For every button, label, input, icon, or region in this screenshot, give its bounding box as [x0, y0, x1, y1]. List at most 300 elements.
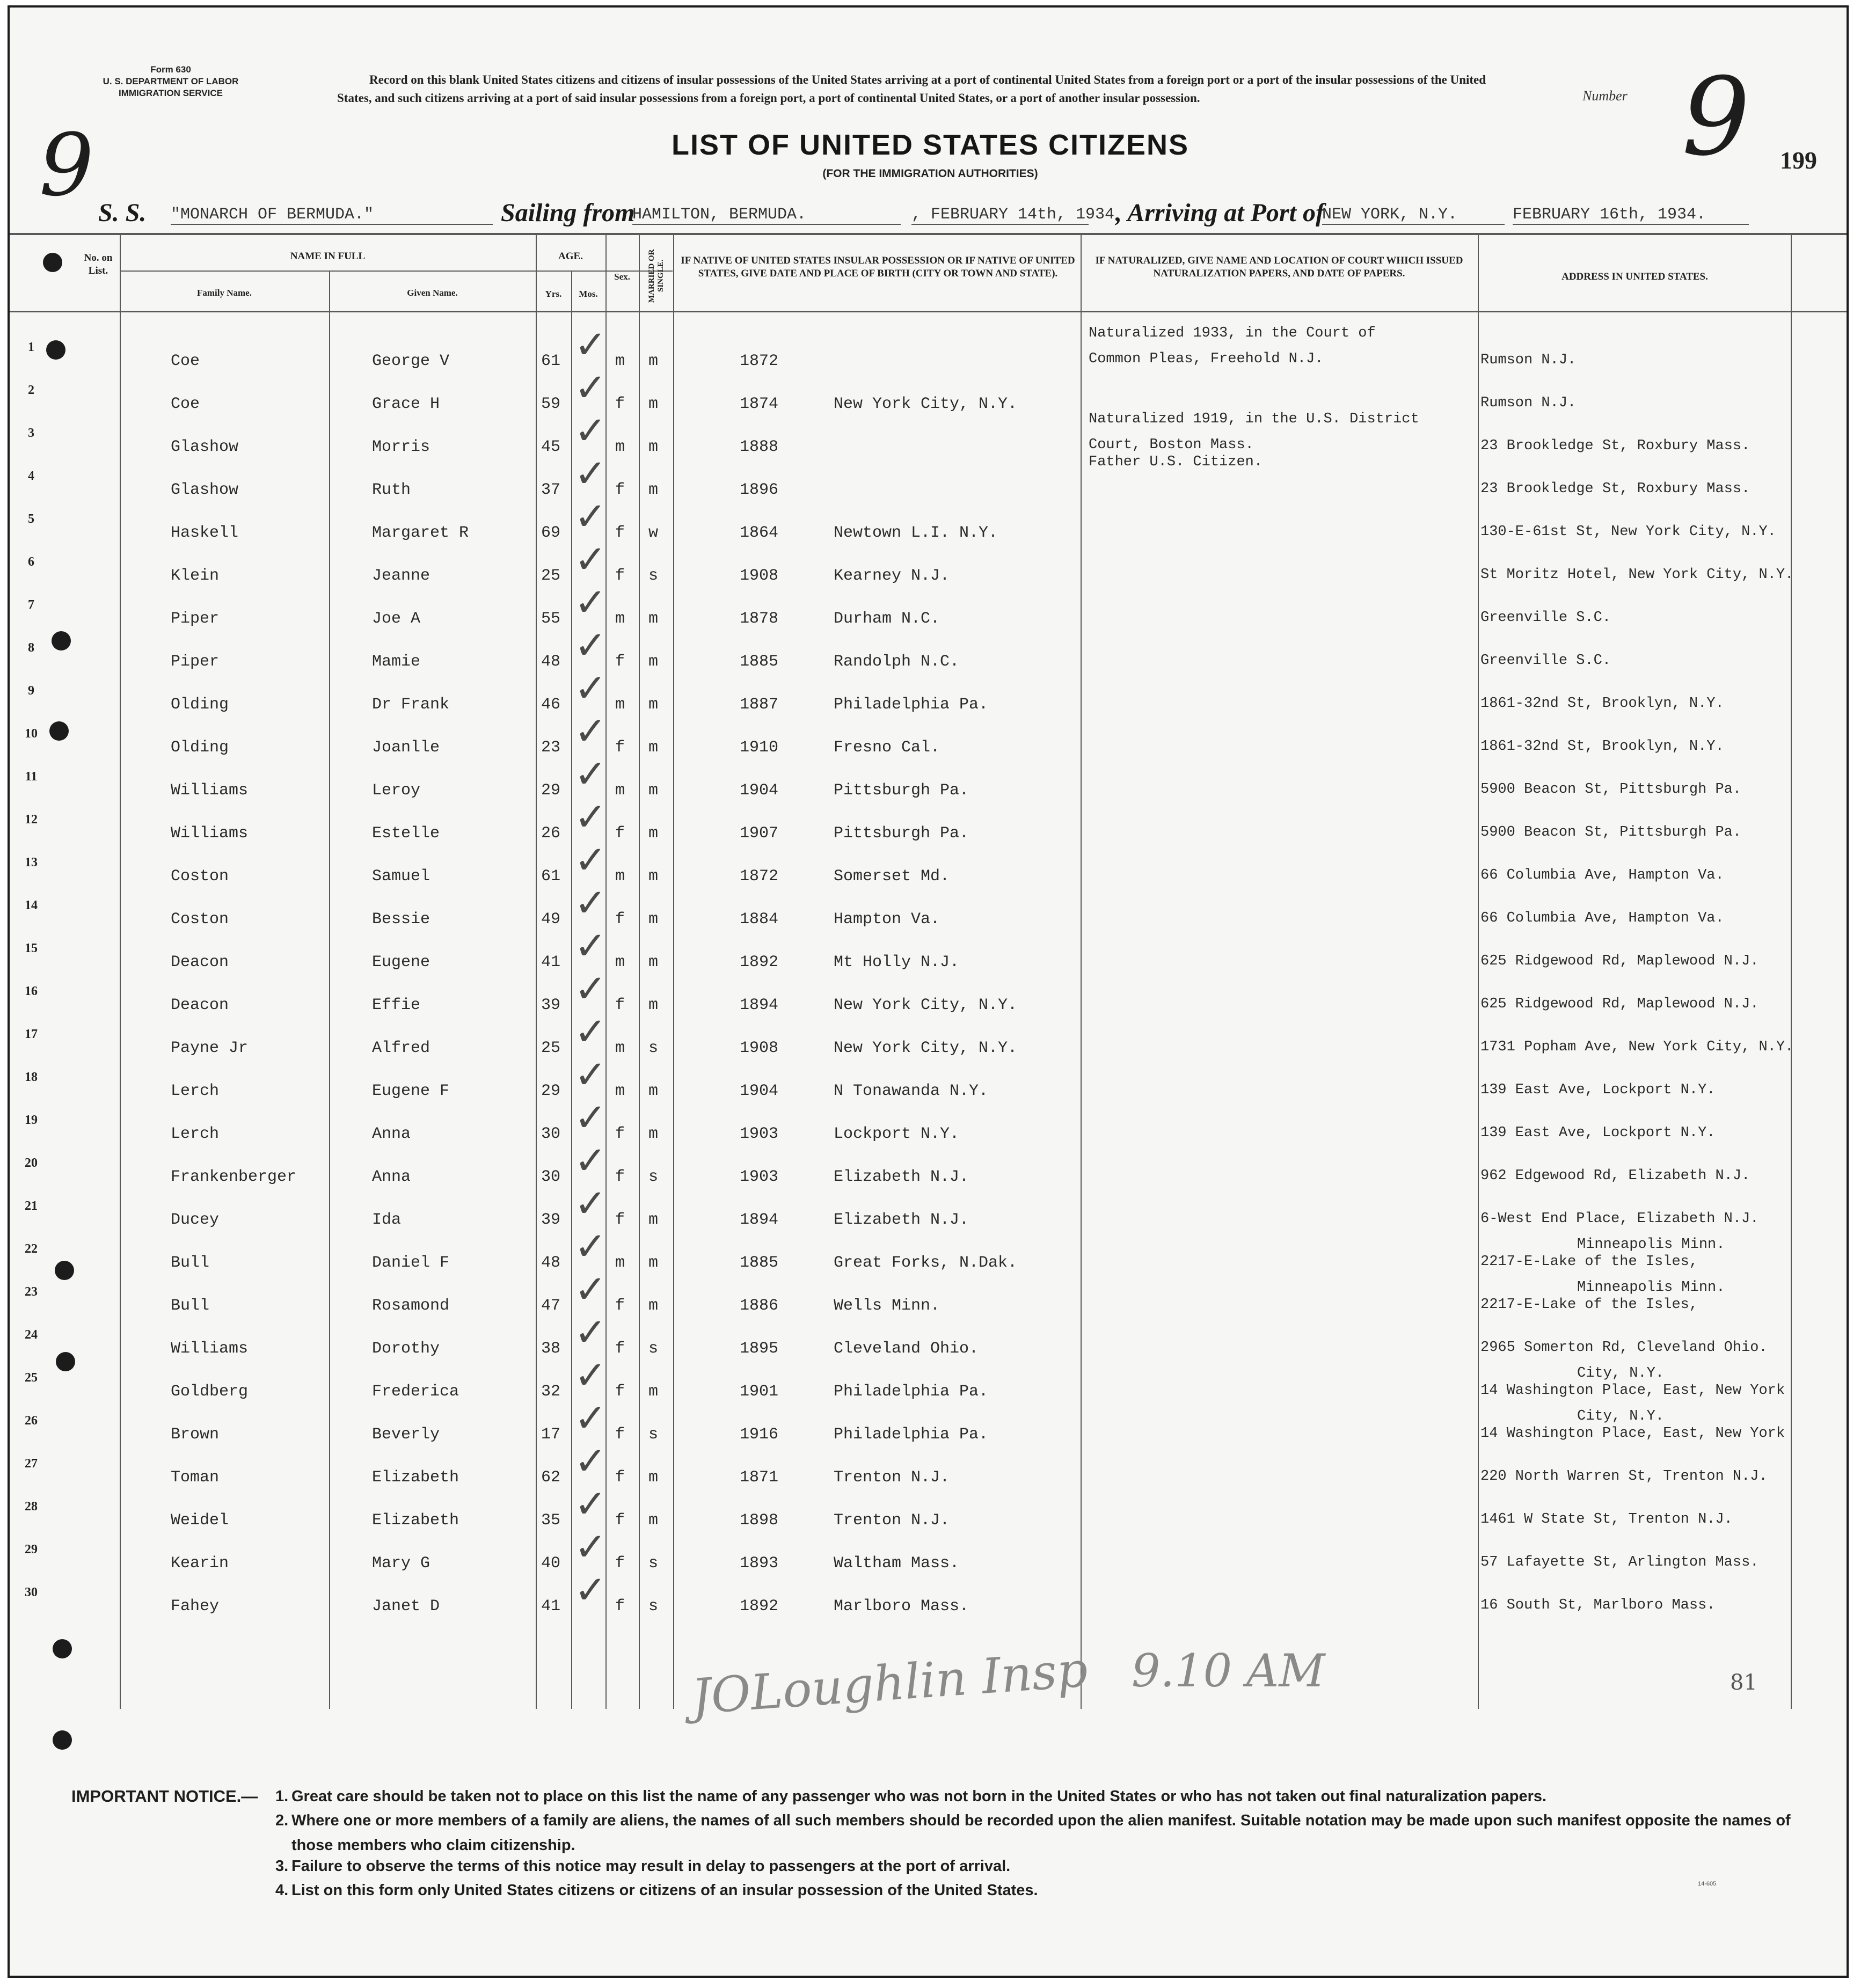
birth-year: 1872 [740, 352, 779, 370]
age-years: 61 [541, 867, 561, 886]
address: 16 South St, Marlboro Mass. [1480, 1597, 1716, 1613]
row-number: 16 [25, 984, 38, 998]
birth-place: Elizabeth N.J. [834, 1211, 969, 1229]
marital-status: m [648, 352, 659, 370]
family-name: Bull [171, 1297, 210, 1315]
sex: m [615, 610, 625, 628]
birth-year: 1878 [740, 610, 779, 628]
age-years: 62 [541, 1468, 561, 1487]
checkmark-icon: ✓ [574, 1052, 607, 1097]
age-years: 30 [541, 1168, 561, 1186]
notice-number: 3. [275, 1858, 289, 1875]
notice-item-3 [275, 1854, 1794, 1879]
checkmark-icon: ✓ [574, 1095, 607, 1140]
ship-name: "MONARCH OF BERMUDA." [171, 206, 493, 225]
birth-place: New York City, N.Y. [834, 1039, 1018, 1057]
marital-status: s [648, 1168, 659, 1186]
row-number: 23 [25, 1285, 38, 1299]
given-name: Elizabeth [372, 1468, 459, 1487]
row-number: 18 [25, 1070, 38, 1084]
table-row [10, 1199, 1851, 1241]
col-place-of-birth: IF NATIVE OF UNITED STATES INSULAR POSSESSION OR IF NATIVE OF UNITED STATES, GIVE DATE AND PLACE OF BIRTH (CITY OR TOWN AND STATE). [681, 255, 1075, 279]
family-name: Lerch [171, 1125, 220, 1143]
given-name: Janet D [372, 1597, 440, 1616]
table-row [10, 1070, 1851, 1113]
family-name: Piper [171, 610, 220, 628]
table-row [10, 813, 1851, 855]
col-married-or-single: MARRIED OR SINGLE. [647, 249, 665, 303]
punch-hole [53, 1639, 72, 1658]
table-row [10, 1328, 1851, 1370]
row-number: 25 [25, 1371, 38, 1385]
table-row [10, 898, 1851, 941]
family-name: Glashow [171, 481, 239, 499]
sex: f [615, 1511, 625, 1530]
family-name: Olding [171, 739, 229, 757]
birth-year: 1892 [740, 953, 779, 971]
marital-status: s [648, 1426, 659, 1444]
sex: f [615, 1125, 625, 1143]
col-family-name: Family Name. [197, 288, 252, 298]
given-name: Ida [372, 1211, 402, 1229]
birth-place: Wells Minn. [834, 1297, 940, 1315]
birth-place: Waltham Mass. [834, 1554, 960, 1573]
sex: f [615, 395, 625, 413]
manifest-page [8, 5, 1849, 1978]
birth-year: 1908 [740, 1039, 779, 1057]
sex: m [615, 696, 625, 714]
birth-year: 1907 [740, 824, 779, 843]
age-years: 45 [541, 438, 561, 456]
family-name: Olding [171, 696, 229, 714]
address: 2965 Somerton Rd, Cleveland Ohio. [1480, 1340, 1768, 1356]
family-name: Brown [171, 1426, 220, 1444]
notice-text: Where one or more members of a family are aliens, the names of all such members should be recorded upon the alien manifest. Suitable notation may be made upon such manifest opposite the names of those members who claim citizenship. [291, 1812, 1791, 1854]
birth-year: 1885 [740, 653, 779, 671]
arriving-label: , Arriving at Port of [1115, 199, 1324, 227]
age-years: 48 [541, 1254, 561, 1272]
birth-place: New York City, N.Y. [834, 395, 1018, 413]
address: 1731 Popham Ave, New York City, N.Y. [1480, 1039, 1794, 1055]
given-name: Anna [372, 1125, 411, 1143]
family-name: Glashow [171, 438, 239, 456]
notice-item-4 [275, 1878, 1794, 1903]
address: 66 Columbia Ave, Hampton Va. [1480, 867, 1724, 883]
birth-place: Philadelphia Pa. [834, 1383, 989, 1401]
row-number: 5 [28, 512, 34, 526]
checkmark-icon: ✓ [574, 1009, 607, 1054]
row-number: 1 [28, 340, 34, 354]
birth-year: 1903 [740, 1125, 779, 1143]
notice-heading: IMPORTANT NOTICE.— [71, 1787, 258, 1806]
age-years: 29 [541, 781, 561, 800]
notice-number: 1. [275, 1788, 289, 1805]
row-number: 29 [25, 1543, 38, 1556]
family-name: Fahey [171, 1597, 220, 1616]
sex: m [615, 867, 625, 886]
address: 962 Edgewood Rd, Elizabeth N.J. [1480, 1168, 1750, 1184]
family-name: Williams [171, 781, 249, 800]
age-years: 37 [541, 481, 561, 499]
marital-status: m [648, 953, 659, 971]
col-naturalization: IF NATURALIZED, GIVE NAME AND LOCATION OF COURT WHICH ISSUED NATURALIZATION PAPERS, AND DATE OF PAPERS. [1095, 255, 1463, 279]
address: 130-E-61st St, New York City, N.Y. [1480, 524, 1776, 540]
birth-place: Mt Holly N.J. [834, 953, 960, 971]
age-years: 35 [541, 1511, 561, 1530]
checkmark-icon: ✓ [574, 966, 607, 1011]
checkmark-icon: ✓ [574, 1395, 607, 1441]
list-number-handwritten: 9 [1682, 55, 1750, 180]
sex: f [615, 524, 625, 542]
family-name: Lerch [171, 1082, 220, 1100]
naturalization-line-1: Father U.S. Citizen. [1089, 454, 1263, 470]
notice-item-2 [275, 1808, 1794, 1858]
birth-place: Fresno Cal. [834, 739, 940, 757]
address-city-note: City, N.Y. [1577, 1408, 1665, 1424]
checkmark-icon: ✓ [574, 623, 607, 668]
col-name-in-full: NAME IN FULL [290, 251, 366, 262]
birth-year: 1888 [740, 438, 779, 456]
given-name: Dorothy [372, 1340, 440, 1358]
sex: m [615, 1254, 625, 1272]
marital-status: m [648, 481, 659, 499]
family-name: Frankenberger [171, 1168, 297, 1186]
birth-place: Philadelphia Pa. [834, 1426, 989, 1444]
checkmark-icon: ✓ [574, 1438, 607, 1483]
page-title: LIST OF UNITED STATES CITIZENS [672, 129, 1189, 161]
given-name: Beverly [372, 1426, 440, 1444]
age-years: 59 [541, 395, 561, 413]
birth-place: Marlboro Mass. [834, 1597, 969, 1616]
family-name: Weidel [171, 1511, 229, 1530]
table-row [10, 555, 1851, 597]
marital-status: m [648, 1468, 659, 1487]
age-years: 23 [541, 739, 561, 757]
table-row [10, 984, 1851, 1027]
age-years: 61 [541, 352, 561, 370]
given-name: Effie [372, 996, 421, 1014]
address: 2217-E-Lake of the Isles, [1480, 1254, 1698, 1270]
marital-status: m [648, 1383, 659, 1401]
address: 6-West End Place, Elizabeth N.J. [1480, 1211, 1759, 1227]
sex: m [615, 352, 625, 370]
marital-status: w [648, 524, 659, 542]
given-name: Ruth [372, 481, 411, 499]
given-name: Eugene [372, 953, 430, 971]
birth-year: 1894 [740, 1211, 779, 1229]
address: 220 North Warren St, Trenton N.J. [1480, 1468, 1768, 1485]
inspector-signature: JOLoughlin Insp [690, 1641, 1090, 1726]
marital-status: s [648, 567, 659, 585]
checkmark-icon: ✓ [574, 365, 607, 410]
marital-status: s [648, 1597, 659, 1616]
table-row [10, 1027, 1851, 1070]
age-years: 49 [541, 910, 561, 929]
family-name: Williams [171, 824, 249, 843]
table-row [10, 1237, 1851, 1284]
age-years: 32 [541, 1383, 561, 1401]
row-number: 15 [25, 941, 38, 955]
given-name: Mary G [372, 1554, 430, 1573]
family-name: Klein [171, 567, 220, 585]
checkmark-icon: ✓ [574, 1524, 607, 1569]
birth-place: N Tonawanda N.Y. [834, 1082, 989, 1100]
marital-status: m [648, 1511, 659, 1530]
age-years: 39 [541, 996, 561, 1014]
given-name: Eugene F [372, 1082, 450, 1100]
passenger-count-note: 81 [1730, 1670, 1757, 1695]
birth-place: Trenton N.J. [834, 1468, 950, 1487]
age-years: 30 [541, 1125, 561, 1143]
birth-place: Lockport N.Y. [834, 1125, 960, 1143]
birth-year: 1886 [740, 1297, 779, 1315]
birth-place: Pittsburgh Pa. [834, 824, 969, 843]
marital-status: s [648, 1039, 659, 1057]
naturalization-line-2: Court, Boston Mass. [1089, 437, 1254, 453]
checkmark-icon: ✓ [574, 751, 607, 796]
given-name: Jeanne [372, 567, 430, 585]
marital-status: m [648, 824, 659, 843]
address: 57 Lafayette St, Arlington Mass. [1480, 1554, 1759, 1570]
row-number: 19 [25, 1113, 38, 1127]
birth-place: Cleveland Ohio. [834, 1340, 979, 1358]
birth-year: 1903 [740, 1168, 779, 1186]
table-row [10, 641, 1851, 683]
marital-status: m [648, 653, 659, 671]
table-row [10, 1585, 1851, 1628]
address: 625 Ridgewood Rd, Maplewood N.J. [1480, 953, 1759, 969]
checkmark-icon: ✓ [574, 322, 607, 367]
row-number: 8 [28, 641, 34, 655]
address: 23 Brookledge St, Roxbury Mass. [1480, 481, 1750, 497]
row-number: 28 [25, 1500, 38, 1514]
given-name: Margaret R [372, 524, 469, 542]
birth-place: Newtown L.I. N.Y. [834, 524, 998, 542]
birth-place: Randolph N.C. [834, 653, 960, 671]
birth-place: Trenton N.J. [834, 1511, 950, 1530]
given-name: Daniel F [372, 1254, 450, 1272]
punch-hole [52, 631, 71, 651]
birth-year: 1874 [740, 395, 779, 413]
marital-status: m [648, 1297, 659, 1315]
sex: m [615, 953, 625, 971]
sex: m [615, 1039, 625, 1057]
row-number: 6 [28, 555, 34, 569]
birth-place: New York City, N.Y. [834, 996, 1018, 1014]
address: 139 East Ave, Lockport N.Y. [1480, 1125, 1716, 1141]
birth-place: Philadelphia Pa. [834, 696, 989, 714]
address-city-note: Minneapolis Minn. [1577, 1280, 1725, 1296]
birth-year: 1864 [740, 524, 779, 542]
sex: f [615, 1597, 625, 1616]
birth-year: 1893 [740, 1554, 779, 1573]
table-row [10, 383, 1851, 426]
table-row [10, 1543, 1851, 1585]
age-years: 40 [541, 1554, 561, 1573]
table-row [10, 727, 1851, 769]
sex: m [615, 1082, 625, 1100]
checkmark-icon: ✓ [574, 837, 607, 882]
table-row [10, 856, 1851, 898]
marital-status: m [648, 395, 659, 413]
col-age-mos: Mos. [579, 289, 598, 299]
punch-hole [46, 340, 65, 360]
punch-hole [43, 253, 62, 272]
birth-year: 1901 [740, 1383, 779, 1401]
family-name: Toman [171, 1468, 220, 1487]
notice-text: List on this form only United States citizens or citizens of an insular possession of the United States. [291, 1882, 1038, 1899]
checkmark-icon: ✓ [574, 537, 607, 582]
notice-text: Great care should be taken not to place on this list the name of any passenger who was not born in the United States or who has not taken out final naturalization papers. [291, 1788, 1547, 1805]
row-number: 4 [28, 469, 34, 483]
address: 23 Brookledge St, Roxbury Mass. [1480, 438, 1750, 454]
table-row [10, 512, 1851, 554]
page-number: 199 [1780, 147, 1817, 174]
birth-place: Kearney N.J. [834, 567, 950, 585]
age-years: 17 [541, 1426, 561, 1444]
sex: f [615, 824, 625, 843]
checkmark-icon: ✓ [574, 794, 607, 839]
handwritten-mark: 9 [39, 115, 94, 215]
checkmark-icon: ✓ [574, 1310, 607, 1355]
sex: f [615, 1554, 625, 1573]
col-age-yrs: Yrs. [545, 289, 562, 299]
row-number: 22 [25, 1242, 38, 1256]
marital-status: m [648, 1082, 659, 1100]
row-number: 2 [28, 383, 34, 397]
family-name: Williams [171, 1340, 249, 1358]
address: Rumson N.J. [1480, 395, 1577, 411]
age-years: 47 [541, 1297, 561, 1315]
birth-year: 1904 [740, 781, 779, 800]
row-number: 7 [28, 598, 34, 612]
age-years: 41 [541, 1597, 561, 1616]
col-no-on-list: No. on List. [84, 252, 113, 276]
notice-text: Failure to observe the terms of this notice may result in delay to passengers at the port of arrival. [291, 1858, 1011, 1875]
table-row [10, 1457, 1851, 1499]
birth-year: 1904 [740, 1082, 779, 1100]
col-given-name: Given Name. [407, 288, 458, 298]
punch-hole [55, 1261, 74, 1280]
address: 1861-32nd St, Brooklyn, N.Y. [1480, 696, 1724, 712]
table-row [10, 325, 1851, 383]
sex: f [615, 910, 625, 929]
table-row [10, 1408, 1851, 1456]
sex: f [615, 1297, 625, 1315]
row-number: 17 [25, 1027, 38, 1041]
family-name: Goldberg [171, 1383, 249, 1401]
row-number: 21 [25, 1199, 38, 1213]
form-identifier [74, 64, 267, 99]
birth-place: Durham N.C. [834, 610, 940, 628]
address: 139 East Ave, Lockport N.Y. [1480, 1082, 1716, 1098]
sex: f [615, 996, 625, 1014]
arrival-date: FEBRUARY 16th, 1934. [1513, 206, 1749, 225]
age-years: 41 [541, 953, 561, 971]
sex: f [615, 1468, 625, 1487]
voyage-line [10, 198, 1851, 236]
row-number: 12 [25, 813, 38, 827]
family-name: Haskell [171, 524, 239, 542]
inspection-time: 9.10 AM [1132, 1645, 1325, 1697]
checkmark-icon: ✓ [574, 1138, 607, 1183]
marital-status: m [648, 438, 659, 456]
page-subtitle: (FOR THE IMMIGRATION AUTHORITIES) [822, 167, 1038, 180]
given-name: Bessie [372, 910, 430, 929]
sex: f [615, 481, 625, 499]
marital-status: m [648, 1125, 659, 1143]
address: 66 Columbia Ave, Hampton Va. [1480, 910, 1724, 926]
checkmark-icon: ✓ [574, 408, 607, 453]
col-age: AGE. [558, 251, 583, 262]
row-number: 30 [25, 1585, 38, 1599]
sex: f [615, 1340, 625, 1358]
table-row [10, 454, 1851, 511]
department: U. S. DEPARTMENT OF LABOR [103, 76, 239, 86]
row-number: 3 [28, 426, 34, 440]
table-row [10, 411, 1851, 469]
form-code: 14-605 [1698, 1881, 1717, 1887]
given-name: Anna [372, 1168, 411, 1186]
marital-status: m [648, 739, 659, 757]
table-row [10, 770, 1851, 812]
punch-hole [49, 721, 69, 741]
given-name: Morris [372, 438, 430, 456]
marital-status: m [648, 996, 659, 1014]
row-number: 13 [25, 856, 38, 869]
given-name: Samuel [372, 867, 430, 886]
notice-number: 2. [275, 1812, 289, 1829]
checkmark-icon: ✓ [574, 1567, 607, 1612]
marital-status: m [648, 781, 659, 800]
family-name: Coston [171, 910, 229, 929]
given-name: Alfred [372, 1039, 430, 1057]
address: 1461 W State St, Trenton N.J. [1480, 1511, 1733, 1527]
birth-place: Pittsburgh Pa. [834, 781, 969, 800]
family-name: Ducey [171, 1211, 220, 1229]
birth-place: Elizabeth N.J. [834, 1168, 969, 1186]
address: Greenville S.C. [1480, 653, 1611, 669]
given-name: Rosamond [372, 1297, 450, 1315]
given-name: Mamie [372, 653, 421, 671]
birth-place: Great Forks, N.Dak. [834, 1254, 1018, 1272]
birth-year: 1895 [740, 1340, 779, 1358]
marital-status: m [648, 696, 659, 714]
checkmark-icon: ✓ [574, 1353, 607, 1398]
sex: f [615, 1383, 625, 1401]
marital-status: m [648, 867, 659, 886]
row-number: 11 [25, 770, 38, 784]
sex: f [615, 739, 625, 757]
birth-year: 1872 [740, 867, 779, 886]
given-name: Frederica [372, 1383, 459, 1401]
arrival-port: NEW YORK, N.Y. [1322, 206, 1505, 225]
checkmark-icon: ✓ [574, 923, 607, 968]
naturalization-line-1: Naturalized 1919, in the U.S. District [1089, 411, 1419, 427]
age-years: 69 [541, 524, 561, 542]
sex: f [615, 1168, 625, 1186]
family-name: Payne Jr [171, 1039, 249, 1057]
table-row [10, 1280, 1851, 1327]
birth-year: 1885 [740, 1254, 779, 1272]
checkmark-icon: ✓ [574, 1481, 607, 1526]
given-name: Joe A [372, 610, 421, 628]
family-name: Coston [171, 867, 229, 886]
marital-status: s [648, 1554, 659, 1573]
sailing-date: , FEBRUARY 14th, 1934 [911, 206, 1115, 224]
marital-status: s [648, 1340, 659, 1358]
family-name: Coe [171, 395, 200, 413]
